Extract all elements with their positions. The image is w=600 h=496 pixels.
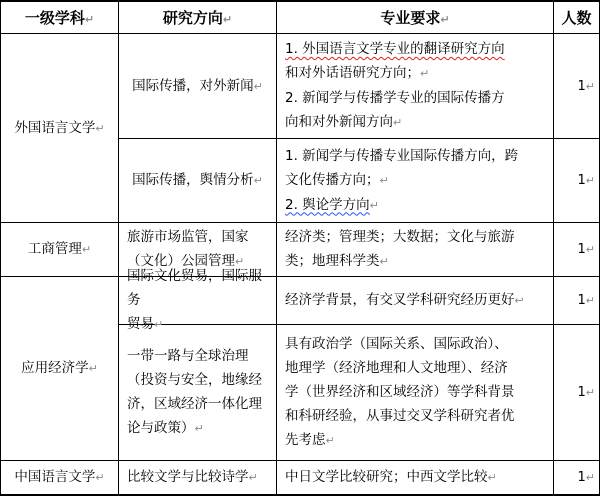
header-discipline: 一级学科↵ — [24, 9, 95, 27]
direction-cell: 旅游市场监管，国家 （文化）公园管理↵ — [127, 229, 249, 269]
direction-cell: 一带一路与全球治理 （投资与安全，地缘经 济，区域经济一体化理 论与政策）↵ — [127, 348, 262, 436]
discipline-cell: 中国语言文学↵ — [14, 469, 105, 485]
requirement-cell: 1. 新闻学与传播专业国际传播方向，跨 文化传播方向；↵ 2. 舆论学方向↵ — [285, 147, 519, 213]
header-direction: 研究方向↵ — [162, 9, 233, 27]
requirement-cell: 经济类；管理类；大数据；文化与旅游 类；地理科学类↵ — [285, 229, 515, 269]
requirement-cell: 中日文学比较研究；中西文学比较↵ — [285, 469, 497, 485]
discipline-cell: 外国语言文学↵ — [14, 119, 105, 136]
requirement-cell: 经济学背景，有交叉学科研究经历更好↩ — [285, 292, 524, 308]
discipline-cell: 应用经济学↵ — [21, 360, 98, 376]
discipline-cell: 工商管理↵ — [27, 241, 92, 257]
count-cell: 1↵ — [577, 470, 595, 485]
direction-cell: 国际文化贸易，国际服务 贸易↵ — [127, 268, 262, 332]
requirement-cell: 具有政治学（国际关系、国际政治）、 地理学（经济地理和人文地理）、经济 学（世界经济和区域经济）等学科背景 和科研经验，从事过交叉学科研究者优 先考虑↵ — [285, 336, 515, 448]
count-cell: 1↵ — [577, 78, 595, 94]
count-cell: 1↵ — [577, 293, 595, 308]
count-cell: 1↵ — [577, 173, 595, 188]
count-cell: 1↵ — [577, 242, 595, 257]
header-count: 人数 — [561, 9, 592, 27]
direction-cell: 国际传播，对外新闻↵ — [132, 77, 263, 94]
requirement-cell: 1. 外国语言文学专业的翻译研究方向 和对外话语研究方向；↵ 2. 新闻学与传播学专业的国际传播方 向和对外新闻方向↵ — [285, 41, 505, 130]
direction-cell: 比较文学与比较诗学↵ — [127, 469, 258, 485]
header-requirement: 专业要求↵ — [380, 9, 450, 27]
direction-cell: 国际传播，舆情分析↵ — [132, 172, 263, 188]
count-cell: 1↵ — [577, 385, 595, 400]
